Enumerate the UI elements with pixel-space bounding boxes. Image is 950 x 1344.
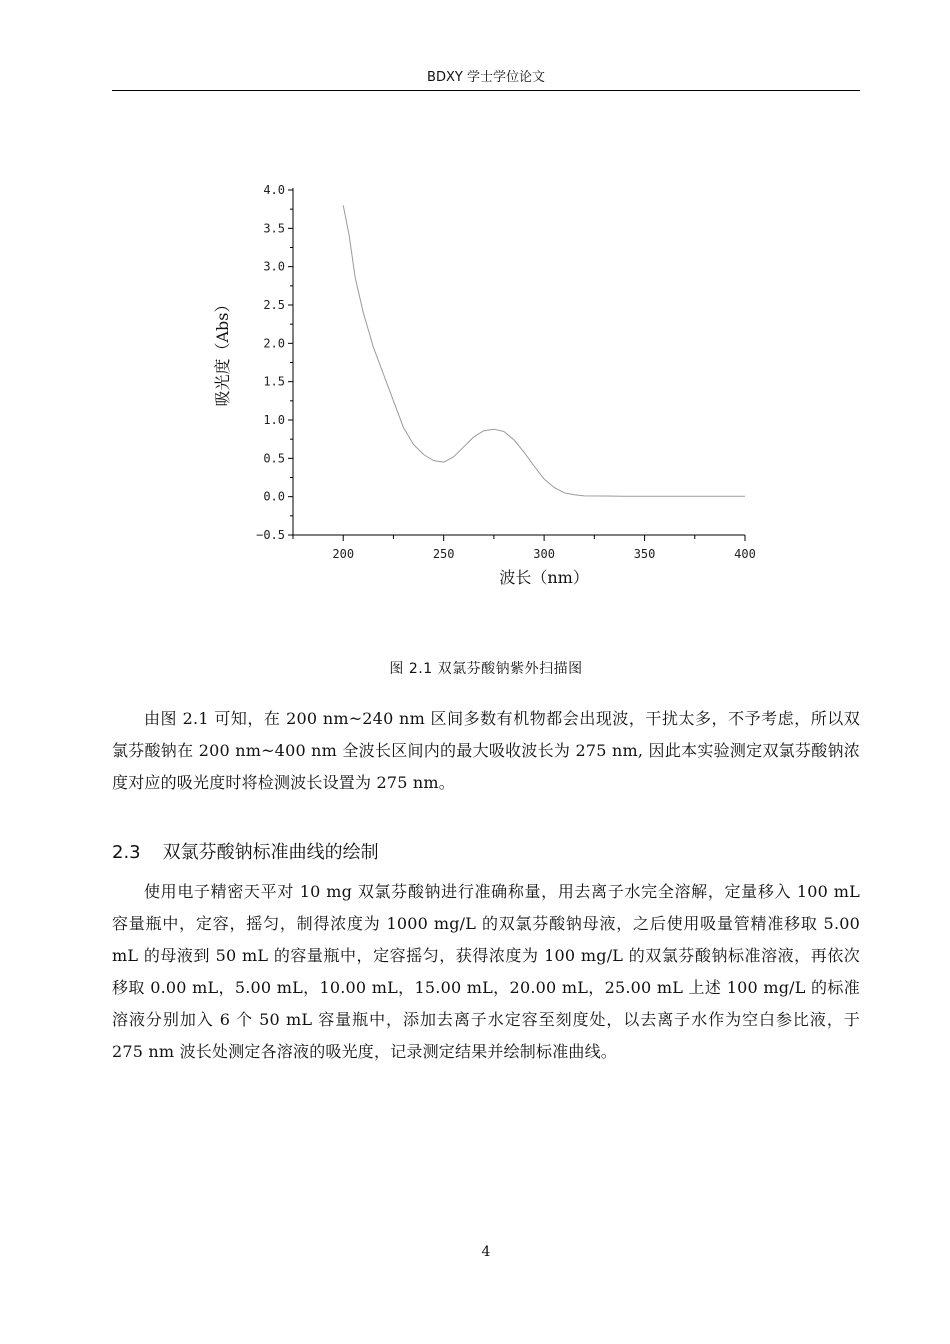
section-number: 2.3: [112, 842, 141, 863]
header-title: BDXY 学士学位论文: [427, 70, 545, 85]
y-tick-label: −0.5: [256, 528, 285, 542]
y-axis-title: 吸光度（Abs）: [213, 296, 232, 407]
page-header: [112, 66, 860, 91]
section-heading: [112, 838, 379, 864]
x-tick-label: 400: [734, 547, 756, 561]
x-axis-title: 波长（nm）: [499, 568, 589, 587]
y-tick-label: 3.0: [263, 259, 285, 274]
absorbance-series-line: [343, 205, 745, 496]
body-paragraph-1: 由图 2.1 可知，在 200 nm~240 nm 区间多数有机物都会出现波，干扰太多，不予考虑，所以双氯芬酸钠在 200 nm~400 nm 全波长区间内的最大吸收波长为 275 nm, 因此本实验测定双氯芬酸钠浓度对应的吸光度时将检测波长设置为 275 nm。: [112, 709, 860, 792]
body-paragraph-2: 使用电子精密天平对 10 mg 双氯芬酸钠进行准确称量，用去离子水完全溶解，定量移入 100 mL 容量瓶中，定容，摇匀，制得浓度为 1000 mg/L 的双氯芬酸钠母液，之后使用吸量管精准移取 5.00 mL 的母液到 50 mL 的容量瓶中，定容摇匀，获得浓度为 100 mg/L 的双氯芬酸钠标准溶液，再依次移取 0.00 mL，5.00 mL，10.00 mL，15.00 mL，20.00 mL，25.00 mL 上述 100 mg/L 的标准溶液分别加入 6 个 50 mL 容量瓶中，添加去离子水定容至刻度处，以去离子水作为空白参比液，于 275 nm 波长处测定各溶液的吸光度，记录测定结果并绘制标准曲线。: [112, 882, 860, 1061]
page-number: 4: [481, 1244, 491, 1260]
y-tick-label: 0.5: [263, 451, 285, 466]
x-tick-label: 250: [432, 547, 455, 561]
section-title: 双氯芬酸钠标准曲线的绘制: [162, 842, 379, 863]
y-tick-label: 1.0: [263, 413, 285, 427]
x-tick-label: 350: [633, 547, 656, 561]
y-tick-label: 1.5: [263, 374, 285, 389]
figure-caption: 图 2.1 双氯芬酸钠紫外扫描图: [389, 661, 583, 677]
x-tick-label: 300: [533, 547, 555, 561]
y-tick-label: 3.5: [263, 221, 285, 236]
y-tick-label: 0.0: [263, 489, 285, 504]
y-tick-label: 4.0: [263, 183, 285, 197]
uv-scan-chart: [200, 168, 760, 608]
uv-scan-figure: [200, 168, 760, 608]
x-tick-label: 200: [332, 547, 355, 561]
y-tick-label: 2.0: [263, 336, 285, 351]
y-tick-label: 2.5: [263, 298, 285, 312]
